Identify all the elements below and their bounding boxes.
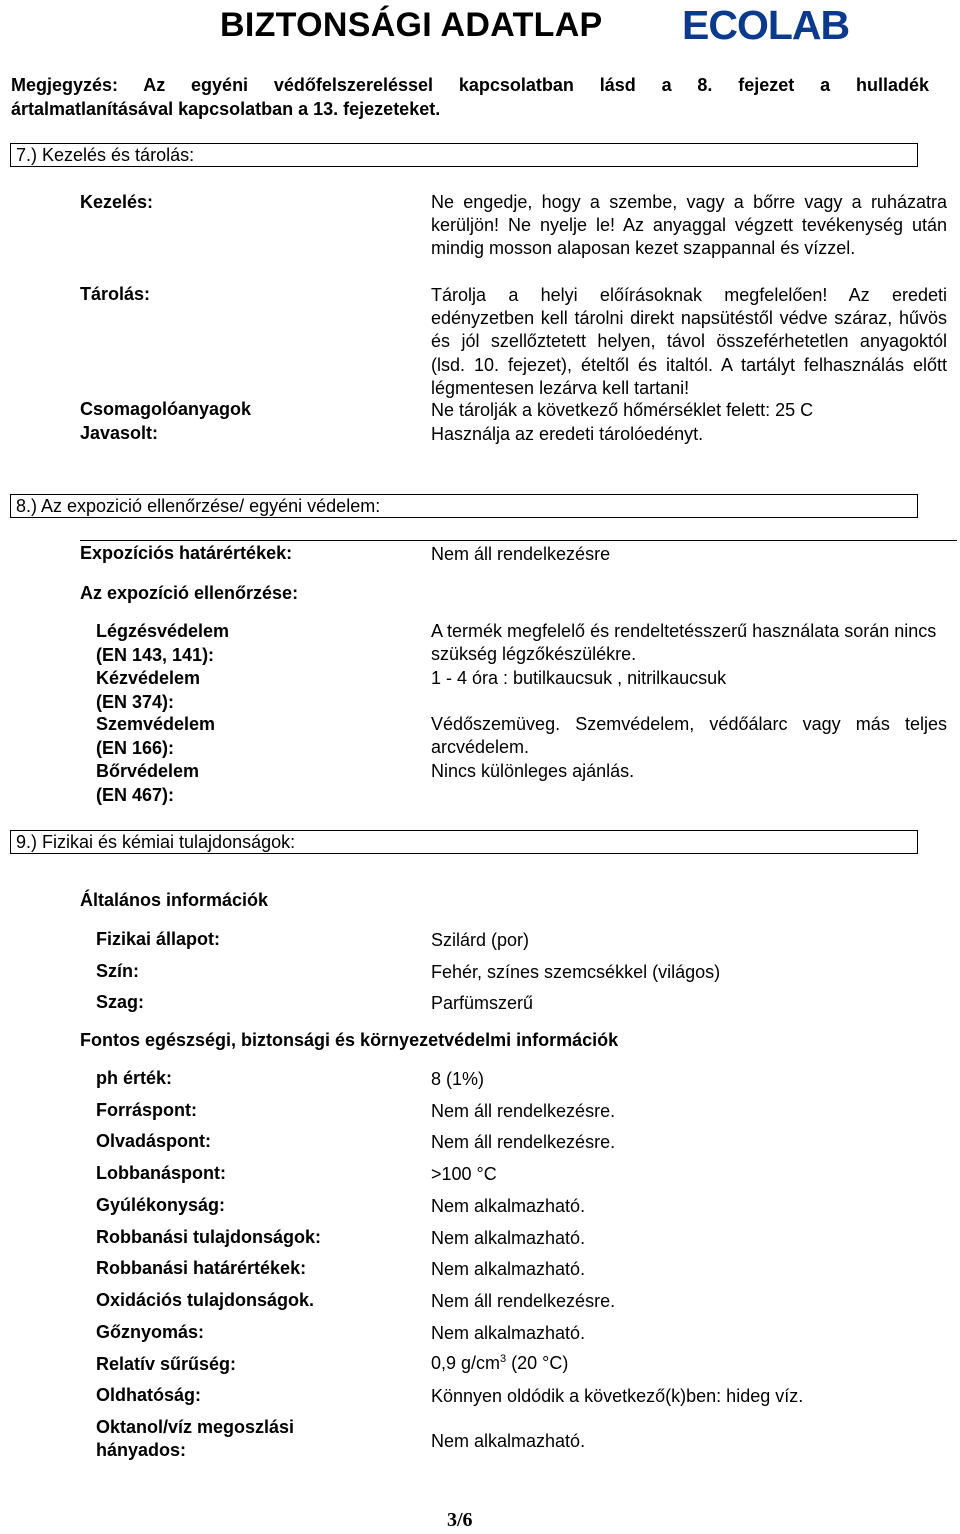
- exposure-control-label: Az expozíció ellenőrzése:: [80, 583, 299, 603]
- partition-coefficient-label-line-2: hányados:: [96, 1440, 187, 1460]
- odor-label: Szag:: [96, 992, 145, 1012]
- boiling-point-label: Forráspont:: [96, 1100, 197, 1120]
- melting-point-label: Olvadáspont:: [96, 1131, 212, 1151]
- storage-text: Tárolja a helyi előírásoknak megfelelően! Az eredeti edényzetben kell tárolni direkt napsütéstől védve száraz, hűvös és jól szellőztetett helyen, távol összeférhetetlen anyagoktól (lsd. 10. fejezet), ételtől és italtól. A tartályt felhasználás előtt légmentesen lezárva kell tartani!: [431, 285, 947, 398]
- relative-density-value: [431, 1352, 947, 1375]
- relative-density-number: 0,9 g/cm: [431, 1353, 501, 1373]
- odor-value: Parfümszerű: [431, 993, 534, 1013]
- general-info-heading: Általános információk: [80, 890, 269, 910]
- flammability-label: Gyúlékonyság:: [96, 1195, 226, 1215]
- ecolab-logo: [680, 2, 870, 46]
- eye-protection-label: Szemvédelem: [96, 714, 216, 734]
- relative-density-temperature: (20 °C): [506, 1353, 569, 1373]
- eye-protection-value: Védőszemüveg. Szemvédelem, védőálarc vagy más teljes arcvédelem.: [431, 714, 947, 758]
- boiling-point-value: Nem áll rendelkezésre.: [431, 1101, 616, 1121]
- hand-protection-standard: (EN 374):: [96, 692, 175, 712]
- explosion-limits-value: Nem alkalmazható.: [431, 1259, 586, 1279]
- eye-protection-standard: (EN 166):: [96, 738, 175, 758]
- divider-line: [80, 540, 957, 541]
- respiratory-value: A termék megfelelő és rendeltetésszerű használata során nincs szükség légzőkészülékre.: [431, 621, 937, 665]
- section-7-heading: 7.) Kezelés és tárolás:: [10, 143, 918, 167]
- note-line-1: Megjegyzés: Az egyéni védőfelszereléssel kapcsolatban lásd a 8. fejezet a hulladék: [11, 75, 929, 95]
- ph-label: ph érték:: [96, 1068, 173, 1088]
- safety-info-heading: Fontos egészségi, biztonsági és környezetvédelmi információk: [80, 1030, 619, 1050]
- solubility-label: Oldhatóság:: [96, 1385, 202, 1405]
- skin-protection-standard: (EN 467):: [96, 785, 175, 805]
- oxidizing-properties-label: Oxidációs tulajdonságok.: [96, 1290, 315, 1310]
- packaging-text: Ne tárolják a következő hőmérséklet felett: 25 C: [431, 400, 814, 420]
- flash-point-label: Lobbanáspont:: [96, 1163, 226, 1183]
- respiratory-standard: (EN 143, 141):: [96, 645, 215, 665]
- color-value: Fehér, színes szemcsékkel (világos): [431, 962, 721, 982]
- exposure-limits-label: Expozíciós határértékek:: [80, 543, 293, 563]
- flammability-value: Nem alkalmazható.: [431, 1196, 586, 1216]
- handling-text: Ne engedje, hogy a szembe, vagy a bőrre vagy a ruházatra kerüljön! Ne nyelje le! Az anyaggal végzett tevékenység után mindig mosson alaposan kezet szappannal és vízzel.: [431, 192, 947, 259]
- vapor-pressure-value: Nem alkalmazható.: [431, 1323, 586, 1343]
- skin-protection-value: Nincs különleges ajánlás.: [431, 761, 635, 781]
- document-title: BIZTONSÁGI ADATLAP: [220, 6, 603, 44]
- vapor-pressure-label: Gőznyomás:: [96, 1322, 205, 1342]
- hand-protection-label: Kézvédelem: [96, 668, 201, 688]
- note: [11, 73, 929, 121]
- section-8-heading: 8.) Az expozició ellenőrzése/ egyéni védelem:: [10, 494, 918, 518]
- ecolab-logo-graphic: [680, 2, 870, 46]
- explosive-properties-value: Nem alkalmazható.: [431, 1228, 586, 1248]
- hand-protection-value: 1 - 4 óra : butilkaucsuk , nitrilkaucsuk: [431, 668, 727, 688]
- explosive-properties-label: Robbanási tulajdonságok:: [96, 1227, 322, 1247]
- svg-text:ECOLAB: ECOLAB: [682, 2, 850, 46]
- storage-label: Tárolás:: [80, 284, 151, 304]
- note-line-2: ártalmatlanításával kapcsolatban a 13. fejezeteket.: [11, 99, 441, 119]
- explosion-limits-label: Robbanási határértékek:: [96, 1258, 307, 1278]
- melting-point-value: Nem áll rendelkezésre.: [431, 1132, 616, 1152]
- relative-density-label: Relatív sűrűség:: [96, 1354, 237, 1374]
- partition-coefficient-label-line-1: Oktanol/víz megoszlási: [96, 1417, 295, 1437]
- respiratory-label: Légzésvédelem: [96, 621, 230, 641]
- ph-value: 8 (1%): [431, 1069, 485, 1089]
- handling-label: Kezelés:: [80, 192, 154, 212]
- partition-coefficient-value: Nem alkalmazható.: [431, 1431, 586, 1451]
- skin-protection-label: Bőrvédelem: [96, 761, 200, 781]
- relative-density-exponent: 3: [500, 1353, 507, 1365]
- recommended-text: Használja az eredeti tárolóedényt.: [431, 424, 704, 444]
- oxidizing-properties-value: Nem áll rendelkezésre.: [431, 1291, 616, 1311]
- physical-state-value: Szilárd (por): [431, 930, 530, 950]
- color-label: Szín:: [96, 961, 139, 981]
- flash-point-value: >100 °C: [431, 1164, 497, 1184]
- solubility-value: Könnyen oldódik a következő(k)ben: hideg víz.: [431, 1386, 804, 1406]
- exposure-limits-value: Nem áll rendelkezésre: [431, 544, 611, 564]
- section-9-heading: 9.) Fizikai és kémiai tulajdonságok:: [10, 830, 918, 854]
- page-number: 3/6: [447, 1509, 473, 1531]
- recommended-label: Javasolt:: [80, 423, 159, 443]
- packaging-label: Csomagolóanyagok: [80, 399, 252, 419]
- physical-state-label: Fizikai állapot:: [96, 929, 221, 949]
